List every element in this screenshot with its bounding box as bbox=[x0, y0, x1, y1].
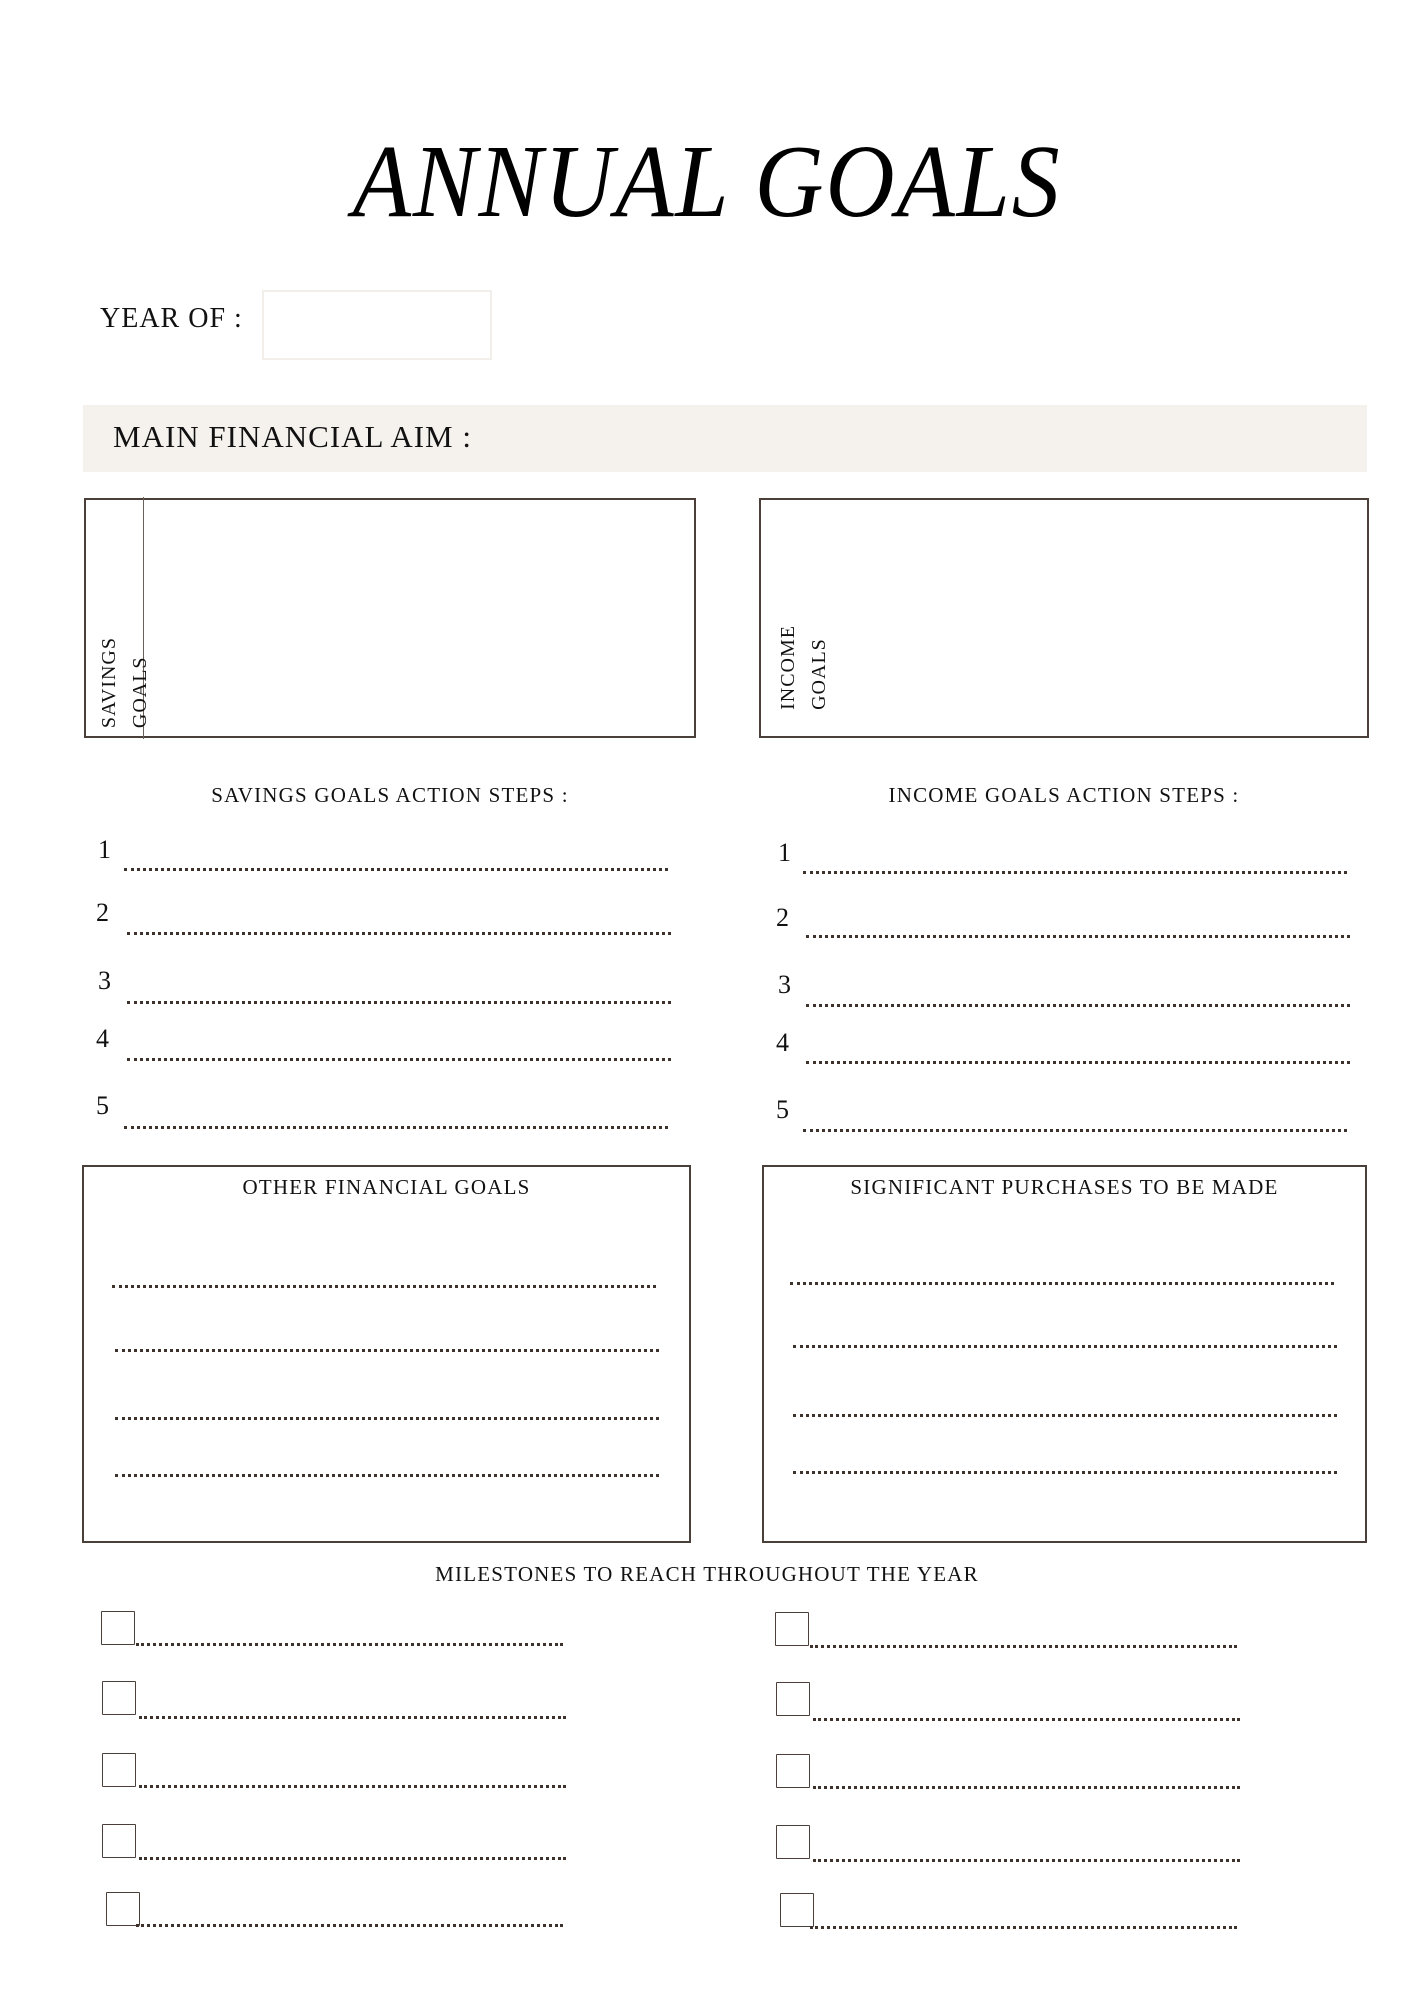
savings-goals-box[interactable] bbox=[84, 498, 696, 738]
income-step-5-line[interactable] bbox=[803, 1129, 1347, 1132]
income-goals-label bbox=[773, 625, 835, 710]
milestone-left-3-line[interactable] bbox=[139, 1785, 566, 1788]
income-step-3-line[interactable] bbox=[806, 1004, 1350, 1007]
milestone-left-1-line[interactable] bbox=[136, 1643, 563, 1646]
purchase-line-3[interactable] bbox=[793, 1414, 1337, 1417]
income-step-1-line[interactable] bbox=[803, 871, 1347, 874]
income-label-line2: GOALS bbox=[808, 638, 830, 710]
savings-goals-label bbox=[94, 637, 156, 728]
savings-step-1-line[interactable] bbox=[124, 868, 668, 871]
milestone-right-3-line[interactable] bbox=[813, 1786, 1240, 1789]
savings-label-line1: SAVINGS bbox=[98, 636, 120, 728]
milestones-heading: MILESTONES TO REACH THROUGHOUT THE YEAR bbox=[435, 1562, 979, 1586]
step-number: 2 bbox=[776, 903, 789, 932]
milestone-right-2-line[interactable] bbox=[813, 1718, 1240, 1721]
main-financial-aim-field[interactable] bbox=[83, 405, 1367, 472]
milestone-checkbox[interactable] bbox=[776, 1825, 810, 1859]
other-financial-goals-heading: OTHER FINANCIAL GOALS bbox=[242, 1175, 531, 1199]
milestone-checkbox[interactable] bbox=[102, 1824, 136, 1858]
milestone-right-5-line[interactable] bbox=[810, 1926, 1237, 1929]
milestone-checkbox[interactable] bbox=[106, 1892, 140, 1926]
milestone-checkbox[interactable] bbox=[780, 1893, 814, 1927]
significant-purchases-box bbox=[762, 1165, 1367, 1543]
purchase-line-1[interactable] bbox=[790, 1282, 1334, 1285]
income-goals-box[interactable] bbox=[759, 498, 1369, 738]
income-step-2-line[interactable] bbox=[806, 935, 1350, 938]
savings-step-5-line[interactable] bbox=[124, 1126, 668, 1129]
other-financial-goals-box bbox=[82, 1165, 691, 1543]
income-label-line1: INCOME bbox=[777, 625, 799, 710]
savings-action-steps-heading: SAVINGS GOALS ACTION STEPS : bbox=[211, 783, 569, 807]
step-number: 4 bbox=[96, 1024, 109, 1053]
other-goal-line-4[interactable] bbox=[115, 1474, 659, 1477]
savings-step-4-line[interactable] bbox=[127, 1058, 671, 1061]
milestone-left-5-line[interactable] bbox=[136, 1924, 563, 1927]
step-number: 1 bbox=[98, 835, 111, 864]
step-number: 5 bbox=[96, 1091, 109, 1120]
step-number: 5 bbox=[776, 1095, 789, 1124]
other-goal-line-3[interactable] bbox=[115, 1417, 659, 1420]
main-financial-aim-label: MAIN FINANCIAL AIM : bbox=[113, 419, 472, 454]
milestone-left-4-line[interactable] bbox=[139, 1857, 566, 1860]
step-number: 2 bbox=[96, 898, 109, 927]
step-number: 3 bbox=[98, 966, 111, 995]
savings-label-line2: GOALS bbox=[129, 656, 151, 728]
purchase-line-4[interactable] bbox=[793, 1471, 1337, 1474]
purchase-line-2[interactable] bbox=[793, 1345, 1337, 1348]
milestone-checkbox[interactable] bbox=[102, 1753, 136, 1787]
milestone-left-2-line[interactable] bbox=[139, 1716, 566, 1719]
other-goal-line-1[interactable] bbox=[112, 1285, 656, 1288]
milestone-checkbox[interactable] bbox=[776, 1754, 810, 1788]
milestone-checkbox[interactable] bbox=[776, 1682, 810, 1716]
step-number: 1 bbox=[778, 838, 791, 867]
milestone-checkbox[interactable] bbox=[101, 1611, 135, 1645]
step-number: 4 bbox=[776, 1028, 789, 1057]
savings-step-2-line[interactable] bbox=[127, 932, 671, 935]
milestone-right-4-line[interactable] bbox=[813, 1859, 1240, 1862]
page-title: ANNUAL GOALS bbox=[352, 124, 1062, 239]
step-number: 3 bbox=[778, 970, 791, 999]
milestone-checkbox[interactable] bbox=[102, 1681, 136, 1715]
income-action-steps-heading: INCOME GOALS ACTION STEPS : bbox=[888, 783, 1240, 807]
income-step-4-line[interactable] bbox=[806, 1061, 1350, 1064]
year-label: YEAR OF : bbox=[100, 303, 243, 334]
savings-step-3-line[interactable] bbox=[127, 1001, 671, 1004]
year-input[interactable] bbox=[262, 290, 492, 360]
milestone-right-1-line[interactable] bbox=[810, 1645, 1237, 1648]
milestone-checkbox[interactable] bbox=[775, 1612, 809, 1646]
other-goal-line-2[interactable] bbox=[115, 1349, 659, 1352]
significant-purchases-heading: SIGNIFICANT PURCHASES TO BE MADE bbox=[850, 1175, 1279, 1199]
